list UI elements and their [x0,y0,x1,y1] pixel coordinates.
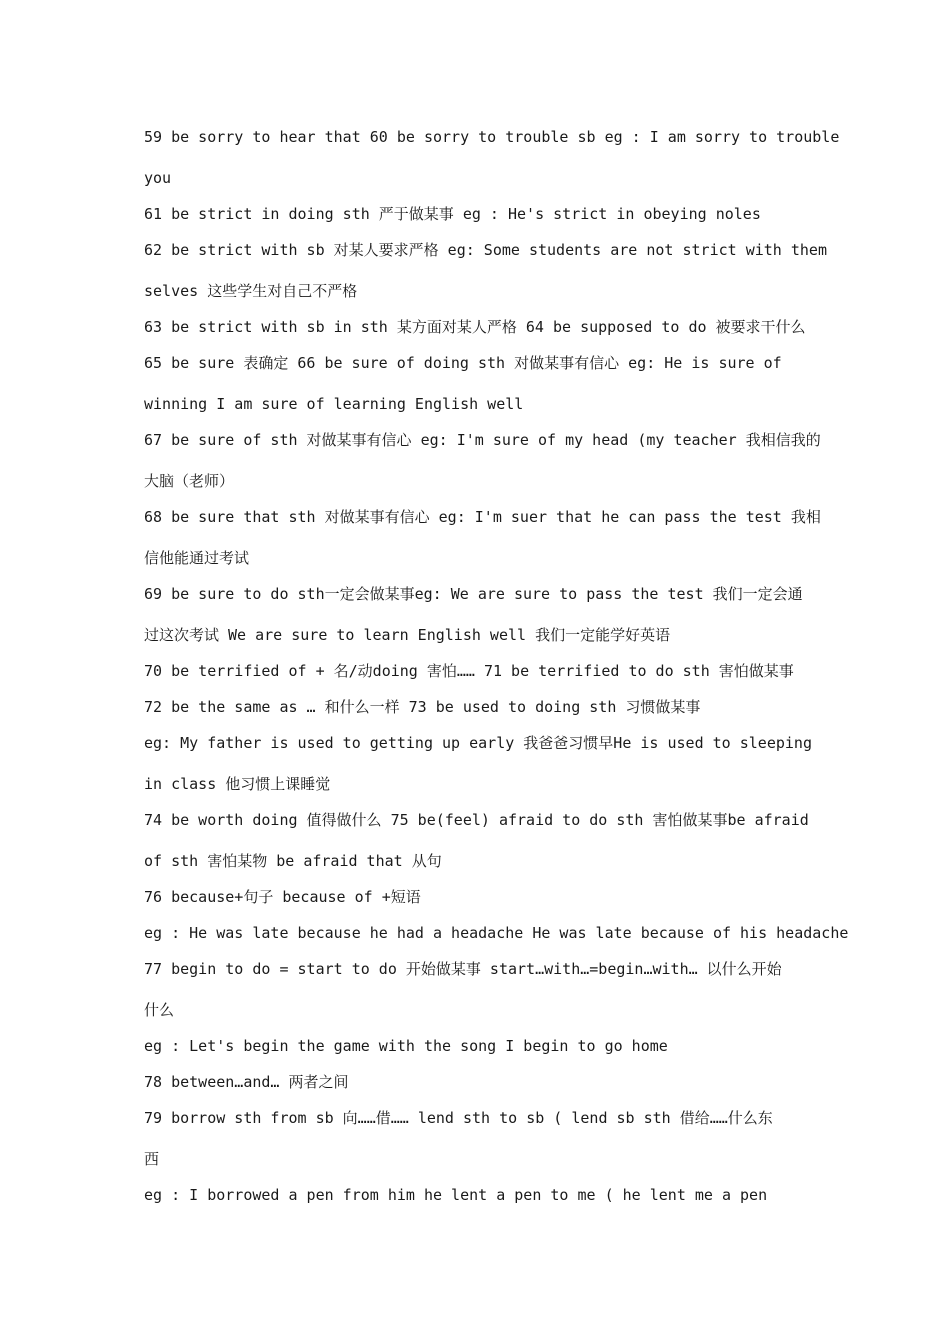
text-line: 什么 [144,1001,175,1019]
text-line: 59 be sorry to hear that 60 be sorry to trouble sb eg : I am sorry to trouble [144,128,840,146]
text-line: 信他能通过考试 [144,549,250,567]
text-line: 65 be sure 表确定 66 be sure of doing sth 对做某事有信心 eg: He is sure of [144,354,782,372]
text-line: 70 be terrified of + 名/动doing 害怕…… 71 be terrified to do sth 害怕做某事 [144,662,794,680]
text-line: selves 这些学生对自己不严格 [144,282,358,300]
text-line: 大脑（老师） [144,472,235,490]
text-line: 西 [144,1150,160,1168]
text-line: 79 borrow sth from sb 向……借…… lend sth to sb ( lend sb sth 借给……什么东 [144,1109,773,1127]
text-line: 74 be worth doing 值得做什么 75 be(feel) afraid to do sth 害怕做某事be afraid [144,811,809,829]
text-line: 78 between…and… 两者之间 [144,1073,349,1091]
text-line: 76 because+句子 because of +短语 [144,888,421,906]
text-line: you [144,169,172,187]
text-line: 77 begin to do = start to do 开始做某事 start…with…=begin…with… 以什么开始 [144,960,782,978]
text-line: 63 be strict with sb in sth 某方面对某人严格 64 be supposed to do 被要求干什么 [144,318,806,336]
text-line: eg : He was late because he had a headache He was late because of his headache [144,924,849,942]
text-line: 67 be sure of sth 对做某事有信心 eg: I'm sure of my head (my teacher 我相信我的 [144,431,821,449]
text-line: in class 他习惯上课睡觉 [144,775,331,793]
text-line: winning I am sure of learning English well [144,395,524,413]
text-line: of sth 害怕某物 be afraid that 从句 [144,852,442,870]
text-line: eg : Let's begin the game with the song I begin to go home [144,1037,668,1055]
text-line: eg: My father is used to getting up early 我爸爸习惯早He is used to sleeping [144,734,812,752]
text-line: 61 be strict in doing sth 严于做某事 eg : He's strict in obeying noles [144,205,761,223]
text-line: 68 be sure that sth 对做某事有信心 eg: I'm suer that he can pass the test 我相 [144,508,821,526]
text-line: 72 be the same as … 和什么一样 73 be used to doing sth 习惯做某事 [144,698,701,716]
text-line: 62 be strict with sb 对某人要求严格 eg: Some students are not strict with them [144,241,827,259]
text-line: 过这次考试 We are sure to learn English well 我们一定能学好英语 [144,626,671,644]
text-line: 69 be sure to do sth一定会做某事eg: We are sure to pass the test 我们一定会通 [144,585,803,603]
text-line: eg : I borrowed a pen from him he lent a pen to me ( he lent me a pen [144,1186,768,1204]
